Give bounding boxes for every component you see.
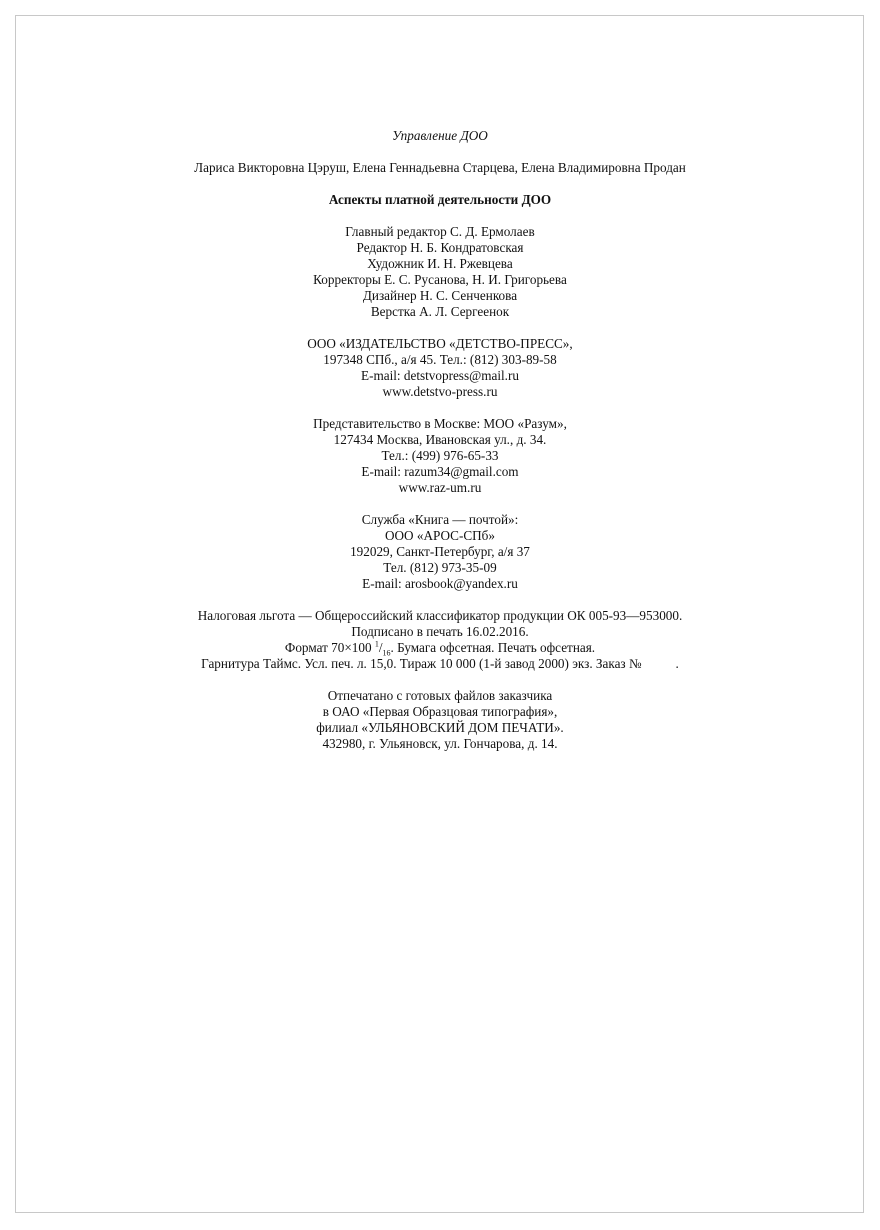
imprint-content [15,128,865,768]
format-line [15,640,865,656]
typeface-text: Гарнитура Таймс. Усл. печ. л. 15,0. Тираж 10 000 (1-й завод 2000) экз. Заказ № [201,656,642,671]
format-denominator: 16 [382,648,391,658]
publisher-address: 197348 СПб., а/я 45. Тел.: (812) 303-89-58 [323,352,557,367]
printer-line-2: в ОАО «Первая Образцовая типография», [322,704,558,719]
moscow-office-name: Представительство в Москве: МОО «Разум», [313,416,567,431]
printer-line-3: филиал «УЛЬЯНОВСКИЙ ДОМ ПЕЧАТИ». [316,720,564,735]
mail-service-block [15,512,865,592]
moscow-office-phone: Тел.: (499) 976-65-33 [381,448,499,463]
moscow-office-website: www.raz-um.ru [398,480,482,495]
mail-service-title: Служба «Книга — почтой»: [361,512,519,527]
moscow-office-address: 127434 Москва, Ивановская ул., д. 34. [333,432,547,447]
mail-service-company: ООО «АРОС-СПб» [385,528,495,543]
printer-line-4: 432980, г. Ульяновск, ул. Гончарова, д. 14. [322,736,558,751]
format-slash: / [378,640,383,655]
series-title: Управление ДОО [392,128,488,143]
moscow-office-block [15,416,865,496]
staff-designer: Дизайнер Н. С. Сенченкова [362,288,518,303]
printer-line-1: Отпечатано с готовых файлов заказчика [327,688,553,703]
mail-service-phone: Тел. (812) 973-35-09 [383,560,497,575]
staff-block [15,224,865,320]
tax-benefit-line: Налоговая льгота — Общероссийский классификатор продукции ОК 005-93—953000. [197,608,683,623]
moscow-office-email: E-mail: razum34@gmail.com [361,464,519,479]
format-numerator: 1 [374,639,379,649]
signed-to-print-line: Подписано в печать 16.02.2016. [351,624,529,639]
authors-line: Лариса Викторовна Цэруш, Елена Геннадьевна Старцева, Елена Владимировна Продан [194,160,686,175]
publisher-website: www.detstvo-press.ru [382,384,498,399]
typeface-line [15,656,865,672]
staff-editor: Редактор Н. Б. Кондратовская [356,240,524,255]
staff-artist: Художник И. Н. Ржевцева [367,256,513,271]
book-title: Аспекты платной деятельности ДОО [328,192,552,207]
staff-chief-editor: Главный редактор С. Д. Ермолаев [345,224,535,239]
staff-correctors: Корректоры Е. С. Русанова, Н. И. Григорьева [313,272,567,287]
printer-block [15,688,865,752]
publisher-block [15,336,865,400]
mail-service-address: 192029, Санкт-Петербург, а/я 37 [350,544,530,559]
mail-service-email: E-mail: arosbook@yandex.ru [362,576,518,591]
typeface-end: . [675,656,679,671]
publisher-name: ООО «ИЗДАТЕЛЬСТВО «ДЕТСТВО-ПРЕСС», [307,336,573,351]
format-suffix: . Бумага офсетная. Печать офсетная. [390,640,596,655]
format-fraction [374,639,391,658]
publisher-email: E-mail: detstvopress@mail.ru [361,368,519,383]
print-info-block [15,608,865,672]
staff-layout: Верстка А. Л. Сергеенок [370,304,510,319]
format-prefix: Формат 70×100 [284,640,375,655]
